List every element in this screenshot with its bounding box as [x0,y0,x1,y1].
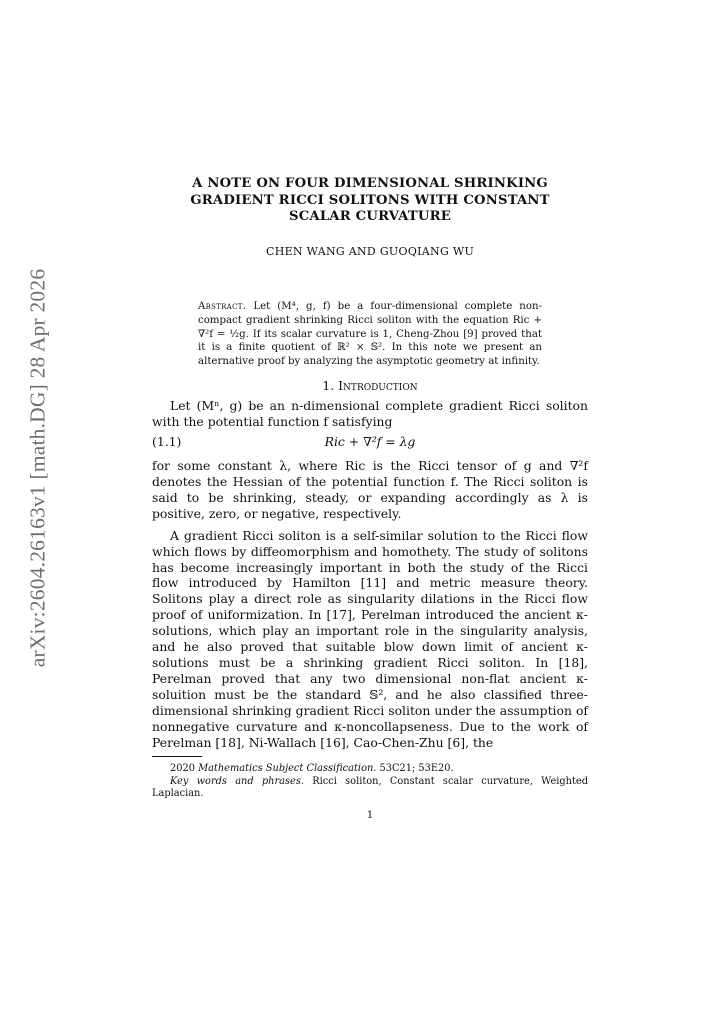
abstract-label: Abstract. [198,301,247,313]
keywords-footnote [152,776,588,800]
abstract [198,300,542,368]
paper-page [152,176,588,824]
keywords-value: Ricci soliton, Constant scalar curvature, Weighted Laplacian. [152,775,588,799]
section-heading: 1. Introduction [322,378,418,394]
arxiv-identifier: arXiv:2604.26163v1 [math.DG] 28 Apr 2026 [25,268,50,668]
page-number: 1 [366,810,374,822]
intro-paragraph-2: for some constant λ, where Ric is the Ricci tensor of g and ∇²f denotes the Hessian of the potential function f. The Ricci soliton is said to be shrinking, steady, or expanding accordingly as λ is positive, zero, or negative, respectively. [152,458,588,521]
footnotes [152,763,588,800]
paper-title [152,176,588,226]
authors: CHEN WANG AND GUOQIANG WU [265,244,475,258]
equation-body: Ric + ∇²f = λg [324,434,416,450]
msc-footnote [152,763,588,775]
msc-label: Mathematics Subject Classification. [198,763,377,775]
equation-number: (1.1) [152,434,182,450]
footnote-divider [152,756,202,757]
msc-year: 2020 [170,763,195,775]
intro-paragraph-1: Let (Mⁿ, g) be an n-dimensional complete gradient Ricci soliton with the potential function f satisfying [152,398,588,430]
intro-paragraph-3: A gradient Ricci soliton is a self-similar solution to the Ricci flow which flows by diffeomorphism and homothety. The study of solitons has become increasingly important in both the study of the Ricci flow introduced by Hamilton [11] and metric measure theory. Solitons play a direct role as singularity dilations in the Ricci flow proof of uniformization. In [17], Perelman introduced the ancient κ-solutions, which play an important role in the singularity analysis, and he also proved that suitable blow down limit of ancient κ-solutions must be a shrinking gradient Ricci soliton. In [18], Perelman proved that any two dimensional non-flat ancient κ-soluition must be the standard 𝕊², and he also classified three-dimensional shrinking gradient Ricci soliton under the assumption of nonnegative curvature and κ-noncollapseness. Due to the work of Perelman [18], Ni-Wallach [16], Cao-Chen-Zhu [6], the [152,527,588,750]
title-line-2: GRADIENT RICCI SOLITONS WITH CONSTANT [190,192,550,208]
abstract-text: Let (M⁴, g, f) be a four-dimensional complete non-compact gradient shrinking Ricci soliton with the equation Ric + ∇²f = ½g. If its scalar curvature is 1, Cheng-Zhou [9] proved that it is a finite quotient of ℝ² × 𝕊². In this note we present an alternative proof by analyzing the asymptotic geometry at infinity. [198,301,542,367]
arxiv-sidebar [18,268,58,668]
title-line-1: A NOTE ON FOUR DIMENSIONAL SHRINKING [192,176,548,191]
keywords-label: Key words and phrases. [170,775,304,787]
equation-1-1 [152,434,588,452]
msc-value: 53C21; 53E20. [379,763,454,775]
title-line-3: SCALAR CURVATURE [288,209,452,224]
